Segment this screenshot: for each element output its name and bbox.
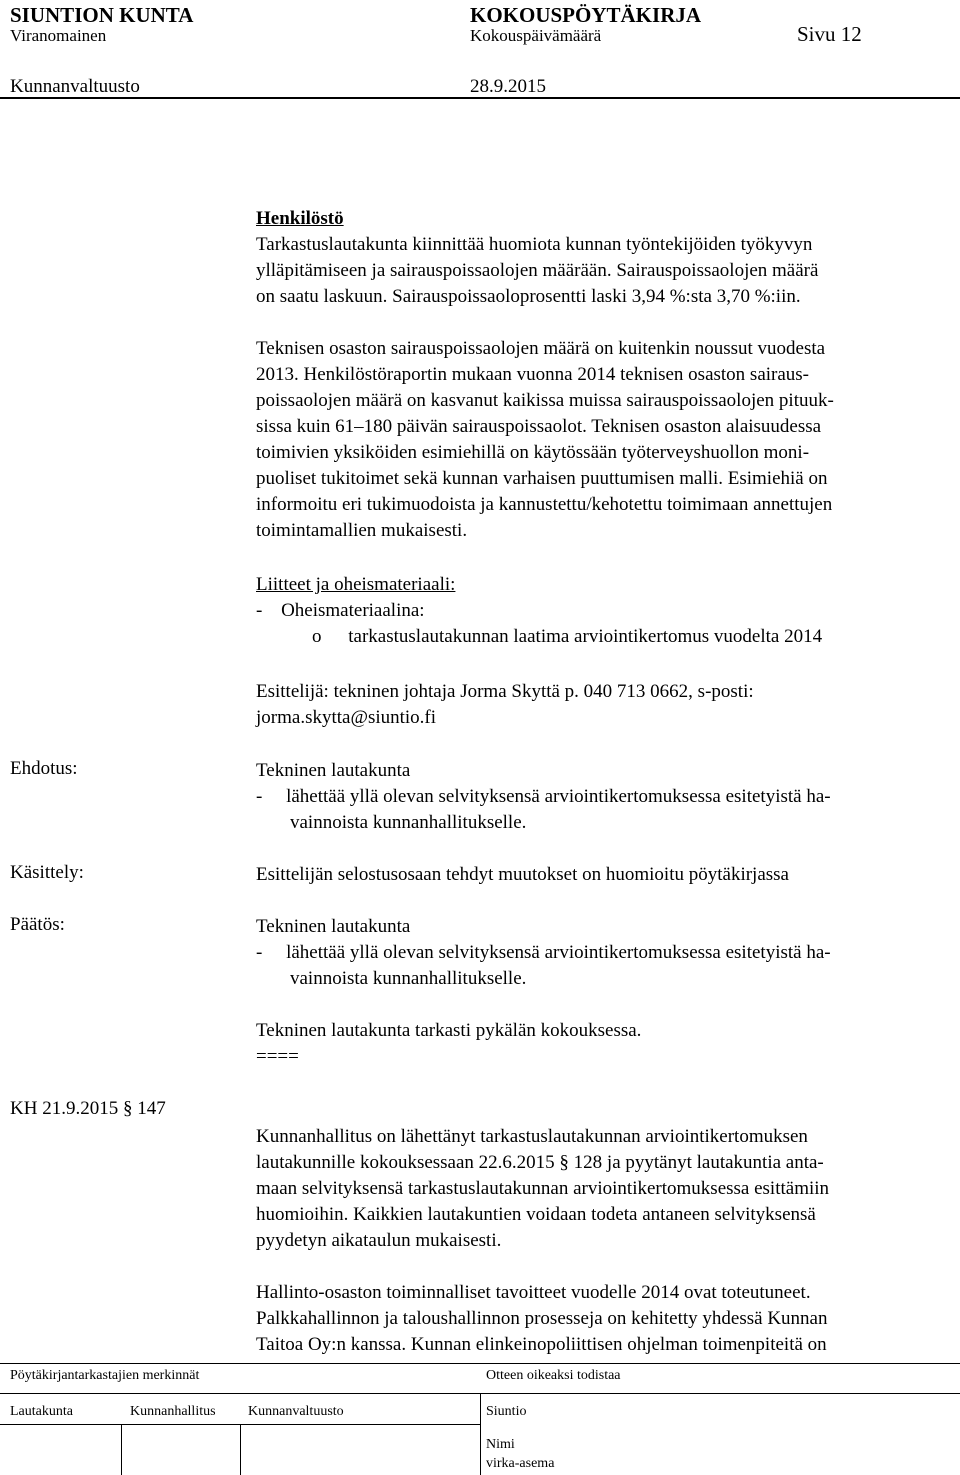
para2-line: Teknisen osaston sairauspoissaolojen määrä on kuitenkin noussut vuodesta [256,338,826,359]
attachment-subitem [256,624,822,650]
decision [256,914,831,1070]
decision-separator: ==== [256,1046,299,1067]
para2-line: informoitu eri tukimuodoista ja kannustettu/kehotettu toimimaan annettujen [256,494,833,515]
authority-name: Kunnanvaltuusto [10,76,140,97]
kh-para2-line: Hallinto-osaston toiminnalliset tavoitteet vuodelle 2014 ovat toteutuneet. [256,1282,811,1303]
proposal-label: Ehdotus: [10,758,78,779]
presenter [256,679,754,731]
para2-line: 2013. Henkilöstöraportin mukaan vuonna 2014 teknisen osaston sairaus- [256,364,810,385]
kh-section [256,1124,829,1358]
dash-marker: - [256,942,263,963]
kh-para2-line: Palkkahallinnon ja taloushallinnon prosesseja on kehitetty yhdessä Kunnan [256,1308,828,1329]
footer-col-lautakunta: Lautakunta [10,1404,73,1419]
handling [256,862,789,888]
org-name: SIUNTION KUNTA [10,3,194,27]
para1-line: Tarkastuslautakunta kiinnittää huomiota kunnan työntekijöiden työkyvyn [256,234,813,255]
dash-marker: - [256,600,263,621]
footer-vline-1 [121,1424,122,1475]
kh-para1-line: huomioihin. Kaikkien lautakuntien voidaan todeta antaneen selvityksensä [256,1204,816,1225]
footer-title-label: virka-asema [486,1456,555,1471]
kh-para1-line: lautakunnille kokouksessaan 22.6.2015 § 128 ja pyytänyt lautakuntia anta- [256,1152,824,1173]
dash-marker: - [256,786,263,807]
kh-para1-line: Kunnanhallitus on lähettänyt tarkastuslautakunnan arviointikertomuksen [256,1126,808,1147]
kh-para1-line: maan selvityksensä tarkastuslautakunnan arviointikertomuksessa esittämiin [256,1178,830,1199]
section-heading: Henkilöstö [256,208,344,229]
footer-vline-3 [480,1393,481,1475]
decision-body: Tekninen lautakunta [256,916,411,937]
para2-line: toimivien yksiköiden esimiehillä on käytössään työterveyshuollon moni- [256,442,810,463]
handling-label: Käsittely: [10,862,84,883]
para1-line: ylläpitämiseen ja sairauspoissaolojen määrään. Sairauspoissaolojen määrä [256,260,819,281]
bullet-marker: o [312,626,322,647]
meeting-date: 28.9.2015 [470,76,546,97]
decision-review: Tekninen lautakunta tarkasti pykälän kokouksessa. [256,1020,642,1041]
proposal-item [256,784,831,810]
kh-para1-line: pyydetyn aikataulun mukaisesti. [256,1230,502,1251]
presenter-email: jorma.skytta@siuntio.fi [256,707,437,728]
proposal-item-cont: vainnoista kunnanhallitukselle. [290,812,527,833]
attachment-item [256,598,822,624]
meeting-date-label: Kokouspäivämäärä [470,26,602,45]
proposal-item-text: lähettää yllä olevan selvityksensä arviointikertomuksessa esitetyistä ha- [286,786,831,807]
proposal [256,758,831,836]
header-divider [0,97,960,99]
authority-label: Viranomainen [10,26,107,45]
decision-item [256,940,831,966]
para2-line: toimintamallien mukaisesti. [256,520,468,541]
decision-label: Päätös: [10,914,65,935]
para1-line: on saatu laskuun. Sairauspoissaoloprosentti laski 3,94 %:sta 3,70 %:iin. [256,286,801,307]
para2-line: puoliset tukitoimet sekä kunnan varhaisen puuttumisen malli. Esimiehiä on [256,468,828,489]
footer-vline-2 [240,1424,241,1475]
decision-item-text: lähettää yllä olevan selvityksensä arviointikertomuksessa esitetyistä ha- [286,942,831,963]
para2-line: sissa kuin 61–180 päivän sairauspoissaolot. Teknisen osaston alaisuudessa [256,416,822,437]
footer-divider-top [0,1363,960,1364]
proposal-body: Tekninen lautakunta [256,760,411,781]
reviewers-label: Pöytäkirjantarkastajien merkinnät [10,1368,200,1383]
footer-col-kunnanhallitus: Kunnanhallitus [130,1404,216,1419]
decision-item-cont: vainnoista kunnanhallitukselle. [290,968,527,989]
section-henkilosto [256,206,834,544]
attachments [256,572,822,650]
presenter-line: Esittelijä: tekninen johtaja Jorma Skyttä p. 040 713 0662, s-posti: [256,681,754,702]
page-number: Sivu 12 [797,22,862,46]
attachment-subitem-text: tarkastuslautakunnan laatima arviointikertomus vuodelta 2014 [348,626,823,647]
kh-para2-line: Taitoa Oy:n kanssa. Kunnan elinkeinopoliittisen ohjelman toimenpiteitä on [256,1334,827,1355]
footer-col-kunnanvaltuusto: Kunnanvaltuusto [248,1404,344,1419]
certified-label: Otteen oikeaksi todistaa [486,1368,621,1383]
para2-line: poissaolojen määrä on kasvanut kaikissa muissa sairauspoissaolojen pituuk- [256,390,834,411]
attachment-item-label: Oheismateriaalina: [281,600,425,621]
footer-place: Siuntio [486,1404,527,1419]
handling-text: Esittelijän selostusosaan tehdyt muutokset on huomioitu pöytäkirjassa [256,864,789,885]
document-type: KOKOUSPÖYTÄKIRJA [470,3,702,27]
attachments-heading: Liitteet ja oheismateriaali: [256,574,456,595]
kh-label: KH 21.9.2015 § 147 [10,1098,166,1119]
footer-name-label: Nimi [486,1437,515,1452]
